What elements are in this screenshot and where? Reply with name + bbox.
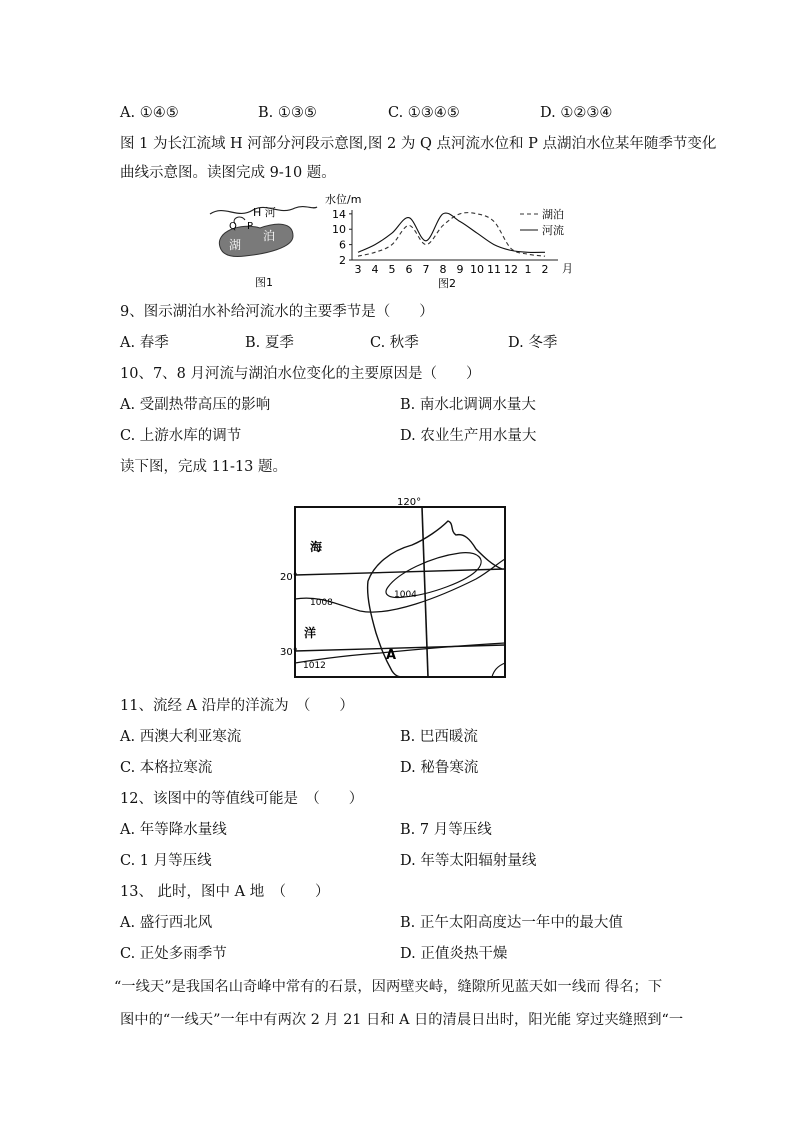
intro-11-13: 读下图，完成 11-13 题。: [120, 459, 288, 475]
isobar-map: [280, 493, 512, 683]
chart-x-tick-6: 6: [405, 263, 413, 276]
chart-ylabel: 水位/m: [325, 193, 362, 206]
q11-stem: 11、流经 A 沿岸的洋流为 （ ）: [120, 698, 354, 714]
q10-option-d[interactable]: D. 农业生产用水量大: [400, 428, 537, 444]
q9-option-c[interactable]: C. 秋季: [370, 335, 419, 351]
map-point-a: A: [386, 648, 397, 663]
q11-option-a[interactable]: A. 西澳大利亚寒流: [120, 729, 242, 745]
q9-stem: 9、图示湖泊水补给河流水的主要季节是（ ）: [120, 304, 434, 320]
series-river-line: [358, 213, 545, 252]
q9-option-d[interactable]: D. 冬季: [508, 335, 558, 351]
series-lake-line: [358, 213, 545, 257]
chart-caption: 图2: [438, 277, 456, 290]
intro-9-10-line2: 曲线示意图。读图完成 9-10 题。: [120, 165, 336, 181]
q8-option-b[interactable]: B. ①③⑤: [258, 105, 317, 121]
passage-line2: 图中的“一线天”一年中有两次 2 月 21 日和 A 日的清晨日出时，阳光能 穿过夹缝照到“一: [120, 1012, 684, 1028]
fig1-lake-char-2: 泊: [263, 229, 276, 243]
q13-option-b[interactable]: B. 正午太阳高度达一年中的最大值: [400, 915, 623, 931]
chart-y-tick-10: 10: [332, 223, 346, 237]
q12-option-b[interactable]: B. 7 月等压线: [400, 822, 492, 838]
q12-stem: 12、该图中的等值线可能是 （ ）: [120, 791, 364, 807]
map-sea-char-2: 洋: [304, 626, 317, 640]
fig1-lake-char-1: 湖: [229, 238, 242, 252]
q11-option-c[interactable]: C. 本格拉寒流: [120, 760, 213, 776]
map-isobar-label-1004: 1004: [394, 590, 417, 600]
map-lat-30: 30°: [280, 647, 298, 658]
chart-xlabel: 月: [562, 262, 573, 275]
chart-x-tick-8: 8: [439, 263, 447, 276]
chart-x-tick-3: 3: [354, 263, 362, 276]
chart-y-tick-6: 6: [339, 238, 346, 252]
chart-x-tick-11: 11: [487, 263, 501, 276]
q13-option-c[interactable]: C. 正处多雨季节: [120, 946, 227, 962]
fig1-caption: 图1: [255, 276, 273, 289]
q13-option-a[interactable]: A. 盛行西北风: [120, 915, 213, 931]
map-sea-char-1: 海: [310, 540, 323, 554]
q13-option-d[interactable]: D. 正值炎热干燥: [400, 946, 508, 962]
q13-stem: 13、 此时，图中 A 地 （ ）: [120, 884, 330, 900]
q11-option-b[interactable]: B. 巴西暖流: [400, 729, 478, 745]
chart-x-tick-9: 9: [456, 263, 464, 276]
figure-1-river-sketch: [205, 192, 320, 292]
chart-x-tick-7: 7: [422, 263, 430, 276]
chart-x-tick-2: 2: [541, 263, 549, 276]
q10-option-b[interactable]: B. 南水北调调水量大: [400, 397, 536, 413]
q10-stem: 10、7、8 月河流与湖泊水位变化的主要原因是（ ）: [120, 366, 481, 382]
chart-x-tick-5: 5: [388, 263, 396, 276]
q9-option-b[interactable]: B. 夏季: [245, 335, 294, 351]
figure-2-water-level-chart: [320, 190, 620, 292]
q10-option-a[interactable]: A. 受副热带高压的影响: [120, 397, 271, 413]
chart-x-tick-1: 1: [524, 263, 532, 276]
map-lon-label: 120°: [397, 497, 422, 508]
fig1-q-label: Q: [229, 221, 237, 232]
map-isobar-label-1012: 1012: [303, 661, 326, 671]
q11-option-d[interactable]: D. 秘鲁寒流: [400, 760, 479, 776]
q8-option-a[interactable]: A. ①④⑤: [120, 105, 179, 121]
q10-option-c[interactable]: C. 上游水库的调节: [120, 428, 242, 444]
legend-lake-label: 湖泊: [542, 208, 564, 221]
legend-river-label: 河流: [542, 224, 564, 237]
q8-option-c[interactable]: C. ①③④⑤: [388, 105, 460, 121]
map-isobar-label-1008: 1008: [310, 598, 333, 608]
q12-option-a[interactable]: A. 年等降水量线: [120, 822, 227, 838]
map-lat-20: 20°: [280, 572, 298, 583]
q12-option-d[interactable]: D. 年等太阳辐射量线: [400, 853, 537, 869]
chart-x-tick-10: 10: [470, 263, 484, 276]
chart-y-tick-14: 14: [332, 207, 346, 221]
q9-option-a[interactable]: A. 春季: [120, 335, 169, 351]
fig1-river-label: H 河: [253, 206, 276, 219]
fig1-p-label: P: [247, 221, 254, 232]
chart-y-tick-2: 2: [339, 254, 346, 267]
chart-x-tick-12: 12: [504, 263, 518, 276]
q12-option-c[interactable]: C. 1 月等压线: [120, 853, 212, 869]
passage-line1: “一线天”是我国名山奇峰中常有的石景，因两壁夹峙，缝隙所见蓝天如一线而 得名；下: [114, 979, 663, 995]
q8-option-d[interactable]: D. ①②③④: [540, 105, 613, 121]
intro-9-10-line1: 图 1 为长江流域 H 河部分河段示意图,图 2 为 Q 点河流水位和 P 点湖泊水位某年随季节变化: [120, 136, 717, 152]
chart-x-tick-4: 4: [371, 263, 379, 276]
